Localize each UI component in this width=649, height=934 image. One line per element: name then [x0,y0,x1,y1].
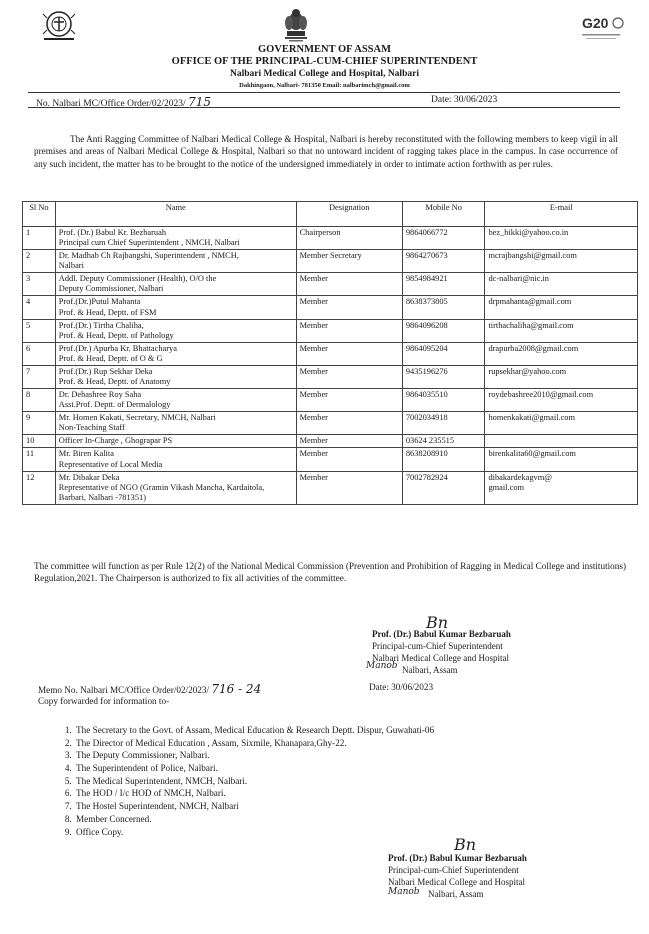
cell-sl-no [23,319,56,342]
list-item: 1. The Secretary to the Govt. of Assam, Medical Education & Research Deptt. Dispur, Guwahati-06 [74,724,434,737]
cell-sl-no [23,435,56,448]
cell-sl-no [23,471,56,504]
order-date: Date: 30/06/2023 [431,95,498,105]
cell-designation [296,471,402,504]
col-designation: Designation [296,202,402,227]
email-text: mcrajbangshi@gmail.com [488,251,577,261]
member-name: Mr. Dibakar Deka [58,472,120,482]
member-name: Addl. Deputy Commissioner (Health), O/O the [58,274,217,284]
college-heading: Nalbari Medical College and Hospital, Nalbari [230,69,419,79]
member-role: Prof. & Head, Deptt. of FSM [58,307,157,317]
list-item: 5. The Medical Superintendent, NMCH, Nalbari. [74,775,434,788]
signatory-place-2: Nalbari, Assam [428,889,484,900]
mobile-text: 9864095204 [405,343,448,353]
list-item: 3. The Deputy Commissioner, Nalbari. [74,749,434,762]
table-row [23,227,638,250]
col-sl-no: Sl No [23,202,56,227]
cell-designation [296,389,402,412]
mobile-text: 9864270673 [405,251,448,261]
email-text: homenkakati@gmail.com [488,413,575,423]
address-line: Dakhingaon, Nalbari- 781350 Email: nalbarimch@gmail.com [239,82,410,89]
mobile-text: 8638208910 [405,449,448,459]
email-text: drapurba2008@gmail.com [488,343,579,353]
cell-sl-no [23,342,56,365]
cell-email [485,412,638,435]
email-text-cont: gmail.com [488,482,525,492]
copy-forwarded-label: Copy forwarded for information to- [38,696,170,706]
mobile-text: 7002782924 [405,472,448,482]
cell-email [485,296,638,319]
sl-no-text: 11 [26,449,35,459]
member-name: Officer In-Charge , Ghograpar PS [58,436,173,446]
mobile-text: 9864096208 [405,320,448,330]
order-number-handwritten: 715 [188,95,211,109]
designation-text: Member [299,297,328,307]
copy-recipient-list [56,724,434,838]
cell-mobile [402,365,485,388]
list-item: 9. Office Copy. [74,826,434,839]
cell-name [55,273,296,296]
member-role: Principal cum Chief Superintendent , NMCH, Nalbari [58,238,240,248]
emblem-of-india-icon [281,3,311,48]
table-row [23,471,638,504]
table-row [23,448,638,471]
member-role: Prof. & Head, Deptt. of O & G [58,353,163,363]
sl-no-text: 10 [26,436,35,446]
member-role: Prof. & Head, Deptt. of Anatomy [58,377,171,387]
email-text: dc-nalbari@nic.in [488,274,549,284]
signatory-title-2: Principal-cum-Chief Superintendent [388,865,519,876]
cell-mobile [402,435,485,448]
cell-sl-no [23,273,56,296]
designation-text: Member [299,472,328,482]
mobile-text: 9864035510 [405,390,448,400]
cell-designation [296,296,402,319]
cell-designation [296,435,402,448]
sl-no-text: 6 [26,343,31,353]
table-row [23,389,638,412]
list-item: 6. The HOD / I/c HOD of NMCH, Nalbari. [74,787,434,800]
designation-text: Member [299,320,328,330]
government-heading: GOVERNMENT OF ASSAM [257,44,391,55]
sl-no-text: 2 [26,251,31,261]
cell-designation [296,412,402,435]
cell-mobile [402,389,485,412]
table-row [23,273,638,296]
email-text: tirthachaliha@gmail.com [488,320,574,330]
cell-name [55,389,296,412]
designation-text: Member [299,413,328,423]
cell-mobile [402,412,485,435]
cell-name [55,471,296,504]
cell-email [485,471,638,504]
cell-email [485,342,638,365]
office-heading: OFFICE OF THE PRINCIPAL-CUM-CHIEF SUPERINTENDENT [171,56,478,67]
cell-email [485,448,638,471]
member-name: Prof. (Dr.) Babul Kr. Bezbaruah [58,228,167,237]
place-scribble-2: Manob [388,887,420,898]
order-number [36,95,211,109]
signature-block [366,613,511,677]
member-role: Asst.Prof. Deptt. of Dermalology [58,400,171,410]
signatory-college: Nalbari Medical College and Hospital [372,653,509,664]
list-item: 7. The Hostel Superintendent, NMCH, Nalbari [74,800,434,813]
intro-paragraph: The Anti Ragging Committee of Nalbari Medical College & Hospital, Nalbari is hereby reconstituted with the following members to keep vigil in all premises and areas of Nalbari Medical College & Hospital, Nalbari so that no untoward incident of ragging takes place in the campus. In case occurrence of any such incident, the matter has to be brought to the notice of the undersigned immediately in order to intimate action forthwith as per rules. [34,134,618,169]
signature-scribble: Bn [426,613,449,632]
signature-block-2 [388,835,527,901]
table-row [23,319,638,342]
member-name: Dr. Debashree Roy Saha [58,390,142,400]
member-name: Prof.(Dr.) Tirtha Chaliha, [58,320,144,330]
table-row [23,435,638,448]
signatory-college-2: Nalbari Medical College and Hospital [388,877,525,888]
memo-number [38,682,261,696]
designation-text: Member [299,449,328,459]
sl-no-text: 8 [26,390,31,400]
email-text: dibakardekagvm@ [488,472,552,482]
table-row [23,342,638,365]
sl-no-text: 4 [26,297,31,307]
closing-paragraph: The committee will function as per Rule 12(2) of the National Medical Commission (Prevention and Prohibition of Ragging in Medical College and institutions) Regulation,2021. The Chairperson is authorized to fix all activities of the committee. [34,561,626,584]
mobile-text: 9854984921 [405,274,448,284]
table-row [23,296,638,319]
cell-email [485,389,638,412]
sl-no-text: 1 [26,228,31,237]
cell-email [485,273,638,296]
member-name: Prof.(Dr.) Rup Sekhar Deka [58,366,153,376]
member-role: Representative of NGO (Gramin Vikash Mancha, Kardaitola, Barbari, Nalbari -781351) [58,482,265,502]
cell-email [485,250,638,273]
signatory-name: Prof. (Dr.) Babul Kumar Bezbaruah [372,629,511,639]
mobile-text: 9864066772 [405,228,448,237]
cell-mobile [402,273,485,296]
col-name: Name [55,202,296,227]
cell-sl-no [23,365,56,388]
cell-email [485,319,638,342]
mobile-text: 8638373805 [405,297,448,307]
designation-text: Member Secretary [299,251,362,261]
cell-designation [296,250,402,273]
table-row [23,412,638,435]
member-name: Prof.(Dr.) Apurba Kr. Bhattacharya [58,343,177,353]
member-role: Prof. & Head, Deptt. of Pathology [58,330,174,340]
sl-no-text: 12 [26,472,35,482]
cell-designation [296,227,402,250]
cell-sl-no [23,389,56,412]
col-mobile: Mobile No [402,202,485,227]
signature-scribble-2: Bn [454,835,477,854]
member-name: Mr. Homen Kakati, Secretary, NMCH, Nalbari [58,413,216,423]
cell-mobile [402,319,485,342]
member-role: Deputy Commissioner, Nalbari [58,284,164,294]
cell-designation [296,273,402,296]
cell-name [55,412,296,435]
header-divider [28,92,620,93]
cell-name [55,319,296,342]
cell-sl-no [23,227,56,250]
col-email: E-mail [485,202,638,227]
list-item: 2. The Director of Medical Education , Assam, Sixmile, Khanapara,Ghy-22. [74,737,434,750]
signatory-place: Nalbari, Assam [402,665,458,676]
sl-no-text: 3 [26,274,31,284]
signatory-title: Principal-cum-Chief Superintendent [372,641,503,652]
cell-sl-no [23,296,56,319]
cell-name [55,250,296,273]
cell-sl-no [23,412,56,435]
place-scribble: Manob [366,661,398,672]
email-text: drpmahanta@gmail.com [488,297,572,307]
cell-mobile [402,448,485,471]
memo-date: Date: 30/06/2023 [369,682,434,692]
mobile-text: 03624 235515 [405,436,455,446]
cell-designation [296,448,402,471]
designation-text: Member [299,274,328,284]
designation-text: Member [299,366,328,376]
cell-designation [296,342,402,365]
email-text: rupsekhar@yahoo.com [488,366,567,376]
email-text: birenkalita60@gmail.com [488,449,576,459]
table-header-row [23,202,638,227]
memo-number-handwritten: 716 - 24 [211,682,262,696]
signatory-name-2: Prof. (Dr.) Babul Kumar Bezbaruah [388,853,527,863]
sl-no-text: 9 [26,413,31,423]
cell-name [55,435,296,448]
cell-name [55,365,296,388]
member-name: Prof.(Dr.)Putul Mahanta [58,297,141,307]
g20-logo-text: G20 [582,15,609,31]
email-text: bez_bikki@yahoo.co.in [488,228,569,237]
g20-logo [580,10,624,47]
cell-name [55,342,296,365]
cell-mobile [402,342,485,365]
email-text: roydebashree2010@gmail.com [488,390,594,400]
cell-sl-no [23,250,56,273]
mobile-text: 7002034918 [405,413,448,423]
cell-designation [296,319,402,342]
cell-mobile [402,250,485,273]
cell-name [55,296,296,319]
cell-designation [296,365,402,388]
list-item: 4. The Superintendent of Police, Nalbari. [74,762,434,775]
cell-name [55,448,296,471]
cell-name [55,227,296,250]
designation-text: Chairperson [299,228,341,237]
member-name: Dr. Madhab Ch Rajbangshi, Superintendent , NMCH, [58,251,239,261]
cell-sl-no [23,448,56,471]
cell-email [485,227,638,250]
member-role: Non-Teaching Staff [58,423,125,433]
member-role: Representative of Local Media [58,459,163,469]
cell-mobile [402,227,485,250]
cell-mobile [402,471,485,504]
table-row [23,365,638,388]
member-role: Nalbari [58,261,84,271]
nmch-logo [38,10,80,47]
committee-table [22,201,638,505]
list-item: 8. Member Concerned. [74,813,434,826]
cell-mobile [402,296,485,319]
member-name: Mr. Biren Kalita [58,449,114,459]
designation-text: Member [299,436,328,446]
memo-number-prefix: Memo No. Nalbari MC/Office Order/02/2023/ [38,685,210,695]
cell-email [485,435,638,448]
designation-text: Member [299,343,328,353]
mobile-text: 9435196276 [405,366,448,376]
sl-no-text: 5 [26,320,31,330]
designation-text: Member [299,390,328,400]
cell-email [485,365,638,388]
order-number-prefix: No. Nalbari MC/Office Order/02/2023/ [36,99,186,109]
table-row [23,250,638,273]
sl-no-text: 7 [26,366,31,376]
